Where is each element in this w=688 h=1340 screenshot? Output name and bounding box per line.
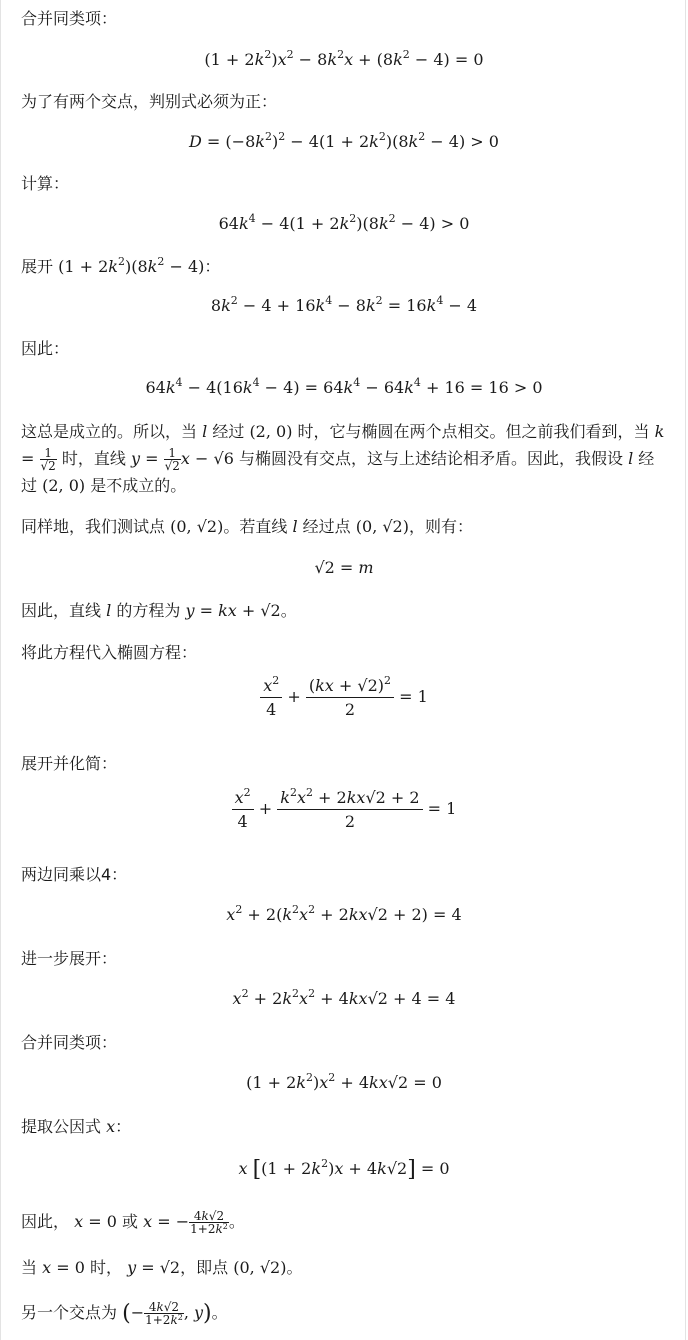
text-expand-simplify: 展开并化简： (21, 754, 118, 773)
equation-14: x $[(1 + 2k^2)x + 4k√2] = 0$ (238, 1157, 450, 1182)
text-therefore-1 (21, 336, 665, 362)
text-combine-like-terms-1 (21, 6, 665, 32)
text-further-expand: 进一步展开： (21, 949, 118, 968)
text-factor: 提取公因式 x： (21, 1117, 132, 1136)
text-point-zero: 当 x = 0 时， y = √2，即点 (0, √2)。 (21, 1258, 303, 1277)
equation-2: $D = (-8k^2)^2 - 4(1 + 2k^2)(8k^2 - 4) > 0$ (189, 130, 499, 151)
equation-10: $\frac{x^2}{4}$ + $\frac{k^2x^2 + 2kx√2 + 2}{2}$ = 1 (1, 788, 687, 831)
text-line-equation: 因此，直线 l 的方程为 y = kx + √2。 (21, 601, 297, 620)
equation-3: $64k^4 - 4(1 + 2k^2)(8k^2 - 4) > 0$ (218, 212, 470, 233)
text-discriminant (21, 89, 665, 115)
label: 展开 (21, 257, 54, 276)
label: 因此： (21, 339, 70, 358)
text-solutions: 因此， x = 0 或 x = − $\frac{4k√2}{1+2k^2}$ 。 (21, 1209, 245, 1236)
text-test-point: 同样地，我们测试点 (0, √2)。若直线 l 经过点 (0, √2)，则有： (21, 517, 473, 536)
equation-4: $8k^2 - 4 + 16k^4 - 8k^2 = 16k^4 - 4$ (210, 294, 478, 315)
label: 合并同类项： (21, 9, 118, 28)
paragraph-contradiction: 这总是成立的。所以，当 l 经过 (2, 0) 时，它与椭圆在两个点相交。但之前我们看到，当 k = $\frac{1}{√2}$ 时，直线 y = $\frac{1}{√2}$ x − √6 与椭圆没有交点，这与上述结论相矛盾。因此，我假设 l 经过 (2, 0) 是不成立的。 (21, 422, 665, 495)
equation-11: $x^2 + 2(k^2x^2 + 2kx√2 + 2) = 4$ (226, 903, 462, 924)
label: 计算： (21, 174, 70, 193)
text-other-point: 另一个交点为 (− $\frac{4k√2}{1+2k^2}$ , y)。 (21, 1300, 228, 1327)
equation-7: √2 = m (314, 558, 374, 577)
label: 为了有两个交点，判别式必须为正： (21, 92, 278, 111)
equation-1: $(1 + 2k^2)x^2 - 8k^2x + (8k^2 - 4) = 0$ (204, 48, 484, 69)
equation-12: $x^2 + 2k^2x^2 + 4kx√2 + 4 = 4$ (232, 987, 456, 1008)
equation-13: $(1 + 2k^2)x^2 + 4kx√2 = 0$ (246, 1071, 442, 1092)
equation-9: $\frac{x^2}{4}$ + $\frac{(kx + √2)^2}{2}$ = 1 (1, 676, 687, 719)
text-expand: 展开 $(1 + 2k^2)(8k^2 - 4)$： (21, 255, 221, 276)
equation-5: $64k^4 - 4(16k^4 - 4) = 64k^4 - 64k^4 + 16 = 16 > 0$ (145, 376, 543, 397)
text-compute (21, 171, 665, 197)
text-multiply: 两边同乘以4： (21, 865, 128, 884)
text-substitute: 将此方程代入椭圆方程： (21, 643, 198, 662)
text-combine-like-terms-2: 合并同类项： (21, 1033, 118, 1052)
